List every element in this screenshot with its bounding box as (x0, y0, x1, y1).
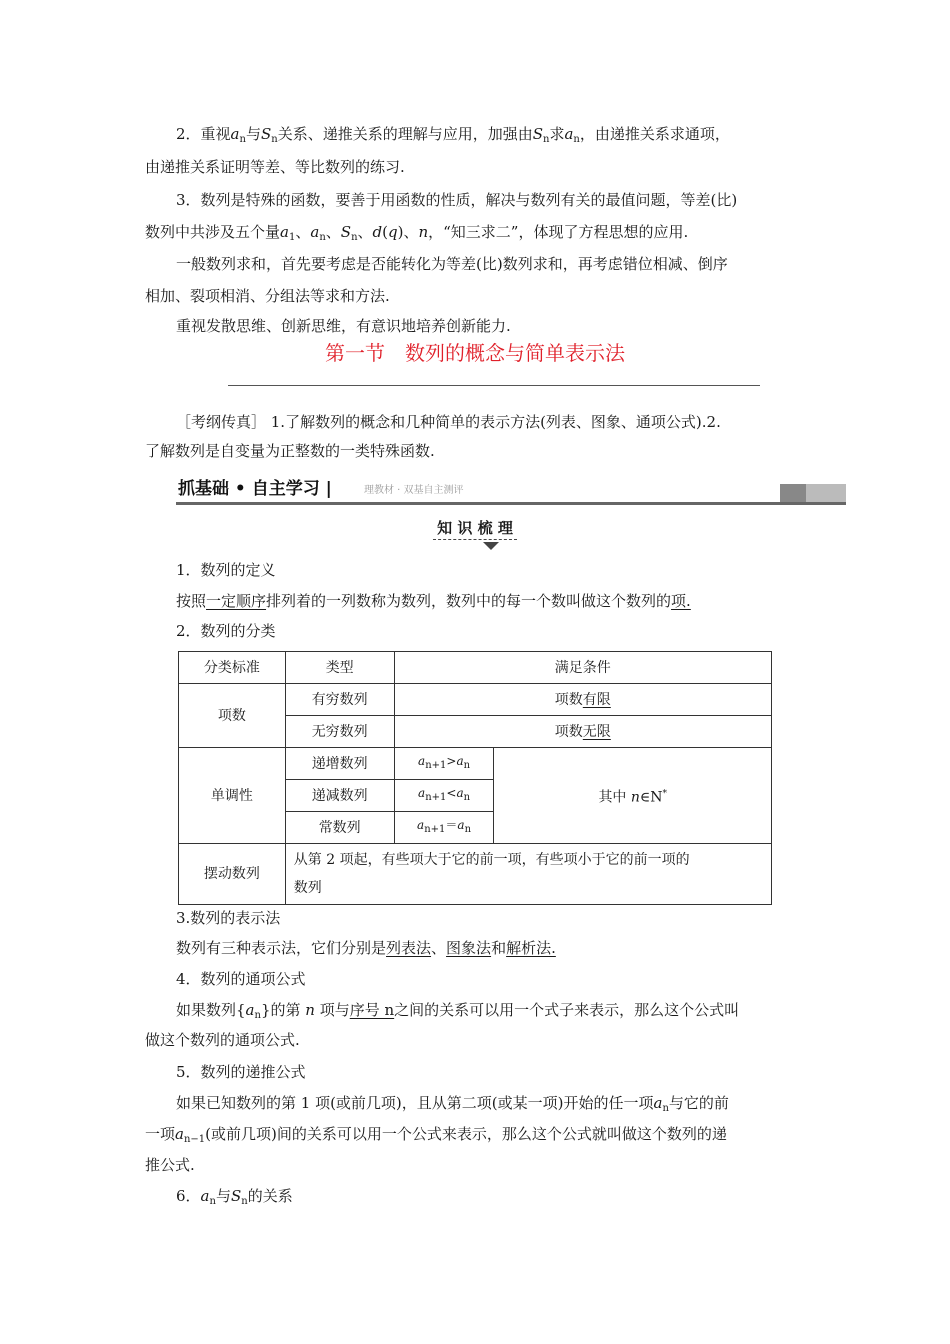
s5-body-line-1: 如果已知数列的第 1 项(或前几项)，且从第二项(或某一项)开始的任一项$a_n$与它的前 (176, 1094, 729, 1114)
type-cell: 递增数列 (285, 748, 394, 780)
s2-heading: 2．数列的分类 (176, 622, 276, 640)
intro-paragraph-2-line-1: 2．重视$a_n$与$S_n$关系、递推关系的理解与应用，加强由$S_n$求$a_n$，由递推关系求通项， (176, 125, 730, 145)
intro-paragraph-3-line-2: 数列中共涉及五个量$a_1$、$a_n$、$S_n$、d(q)、n，“知三求二”，体现了方程思想的应用. (145, 223, 689, 243)
header-cell: 类型 (285, 652, 394, 684)
intro-paragraph-4-line-1: 一般数列求和，首先要考虑是否能转化为等差(比)数列求和，再考虑错位相减、倒序 (176, 255, 728, 273)
type-cell: 递减数列 (285, 780, 394, 812)
table-row (179, 748, 772, 780)
s6-heading: 6．$a_n$与$S_n$的关系 (176, 1187, 293, 1207)
s4-heading: 4．数列的通项公式 (176, 970, 306, 988)
formula-cell: $a_{n+1}=a_n$ (394, 812, 494, 844)
banner-block-light (806, 484, 846, 502)
formula-cell: $a_{n+1}>a_n$ (394, 748, 494, 780)
section-banner (176, 478, 846, 504)
header-cell: 满足条件 (394, 652, 771, 684)
formula-cell: $a_{n+1}<a_n$ (394, 780, 494, 812)
classification-table (178, 651, 772, 905)
header-cell: 分类标准 (179, 652, 286, 684)
group-cell: 项数 (179, 684, 286, 748)
intro-paragraph-4-line-2: 相加、裂项相消、分组法等求和方法. (145, 287, 390, 305)
table-row (179, 684, 772, 716)
table-row (179, 844, 772, 905)
s3-body: 数列有三种表示法，它们分别是列表法、图象法和解析法. (176, 939, 556, 957)
banner-subtitle: 理教材 · 双基自主测评 (364, 485, 464, 496)
s1-body: 按照一定顺序排列着的一列数称为数列，数列中的每一个数叫做这个数列的项. (176, 592, 691, 610)
intro-paragraph-2-line-2: 由递推关系证明等差、等比数列的练习. (145, 158, 405, 176)
condition-cell: 项数无限 (394, 716, 771, 748)
banner-block-dark (780, 484, 806, 502)
type-cell: 无穷数列 (285, 716, 394, 748)
banner-bar (176, 502, 846, 505)
type-cell: 有穷数列 (285, 684, 394, 716)
banner-title: 抓基础 • 自主学习 | (178, 479, 332, 499)
condition-cell: 项数有限 (394, 684, 771, 716)
s1-heading: 1．数列的定义 (176, 561, 276, 579)
condition-cell: 其中 n∈N* (494, 748, 772, 844)
intro-paragraph-3-line-1: 3．数列是特殊的函数，要善于用函数的性质，解决与数列有关的最值问题，等差(比) (176, 191, 738, 209)
intro-paragraph-5: 重视发散思维、创新思维，有意识地培养创新能力. (176, 317, 511, 335)
s4-body-line-1: 如果数列$\{a_n\}$的第 n 项与序号 n之间的关系可以用一个式子来表示，那么这个公式叫 (176, 1001, 740, 1021)
outline-line-2: 了解数列是自变量为正整数的一类特殊函数. (145, 442, 435, 460)
triangle-down-icon (483, 542, 499, 550)
group-cell: 摆动数列 (179, 844, 286, 905)
title-divider (228, 385, 760, 386)
s4-body-line-2: 做这个数列的通项公式. (145, 1031, 300, 1049)
condition-cell: 从第 2 项起，有些项大于它的前一项，有些项小于它的前一项的 数列 (285, 844, 771, 905)
type-cell: 常数列 (285, 812, 394, 844)
outline-line-1: ［考纲传真］ 1.了解数列的概念和几种简单的表示方法(列表、图象、通项公式).2. (176, 413, 721, 431)
s5-body-line-2: 一项$a_{n-1}$(或前几项)间的关系可以用一个公式来表示，那么这个公式就叫做这个数列的递 (145, 1125, 727, 1145)
s5-heading: 5．数列的递推公式 (176, 1063, 306, 1081)
table-row (179, 652, 772, 684)
s3-heading: 3.数列的表示法 (176, 909, 281, 927)
group-cell: 单调性 (179, 748, 286, 844)
s5-body-line-3: 推公式. (145, 1156, 195, 1174)
section-title: 第一节 数列的概念与简单表示法 (325, 341, 625, 365)
knowledge-subhead: 知 识 梳 理 (0, 518, 950, 538)
